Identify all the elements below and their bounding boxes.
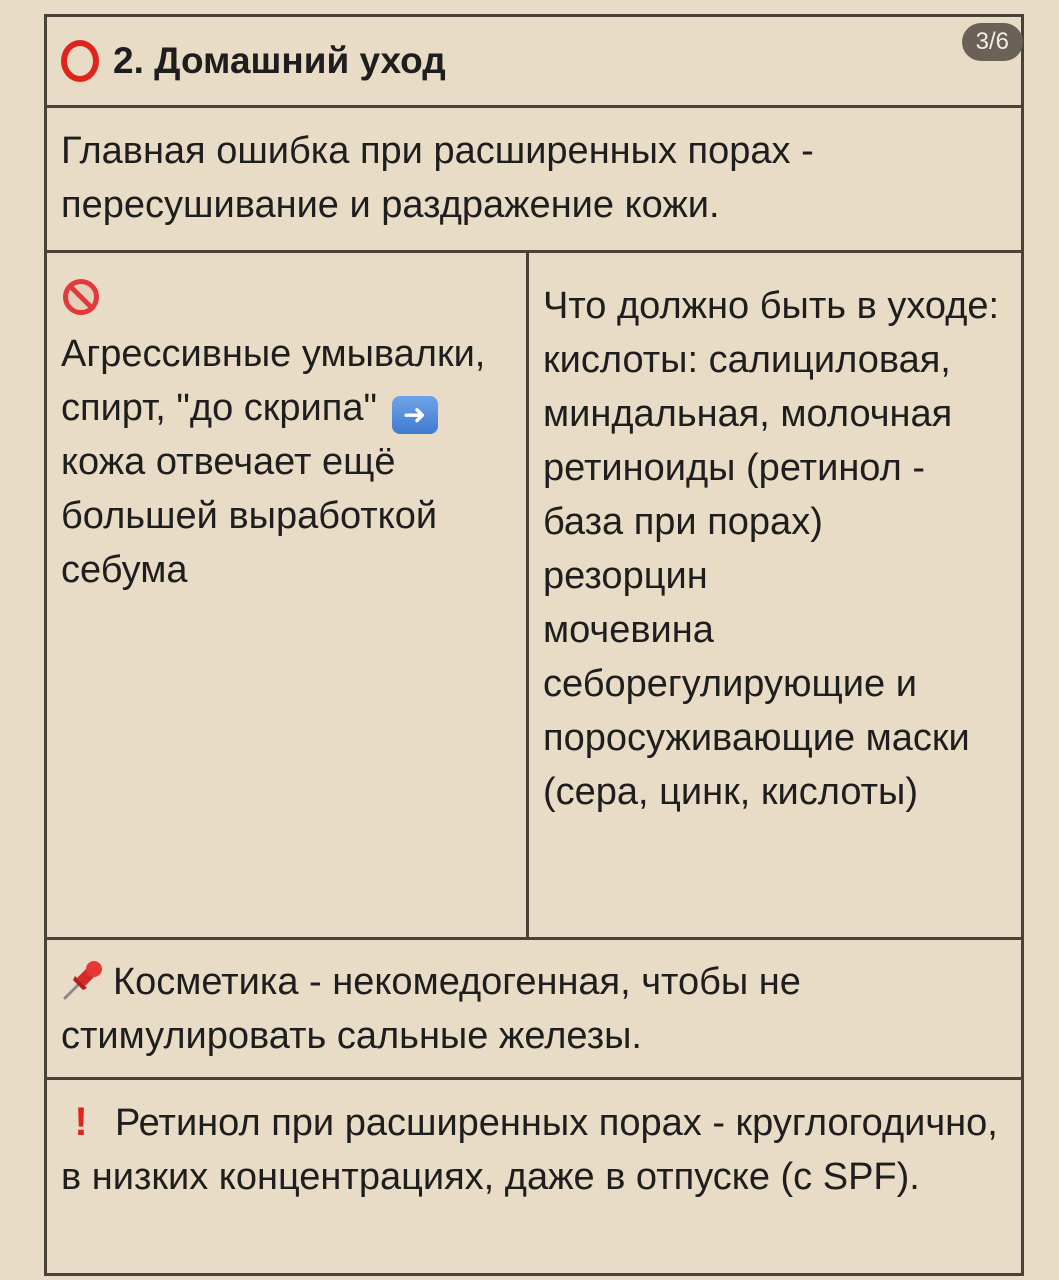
page-indicator-badge: 3/6 — [962, 23, 1023, 61]
recommended-heading: Что должно быть в уходе: — [543, 285, 1000, 327]
right-arrow-icon: ➜ — [392, 396, 438, 434]
content-table — [44, 14, 1024, 1276]
comparison-row — [47, 253, 1021, 940]
list-item: кислоты: салициловая, миндальная, молочная — [543, 339, 953, 435]
note-text: Косметика - некомедогенная, чтобы не стимулировать сальные железы. — [61, 961, 801, 1057]
note-row — [47, 940, 1021, 1080]
list-item: ретиноиды (ретинол - база при порах) — [543, 447, 925, 543]
warning-row — [47, 1080, 1021, 1273]
recommended-column — [529, 253, 1021, 937]
list-item: себорегулирующие и поросуживающие маски (сера, цинк, кислоты) — [543, 663, 970, 813]
intro-row — [47, 108, 1021, 253]
list-item: резорцин — [543, 555, 708, 597]
exclamation-icon: ! — [74, 1100, 88, 1144]
prohibited-icon — [63, 279, 99, 315]
warning-text: Ретинол при расширенных порах - круглогодично, в низких концентрациях, даже в отпуске (с SPF). — [61, 1102, 998, 1198]
header-row — [47, 17, 1021, 108]
avoid-column — [47, 253, 529, 937]
red-circle-icon — [61, 40, 99, 82]
page-title: 2. Домашний уход — [113, 40, 446, 81]
avoid-text-end: кожа отвечает ещё большей выработкой себума — [61, 441, 438, 591]
intro-text: Главная ошибка при расширенных порах - пересушивание и раздражение кожи. — [61, 130, 814, 226]
list-item: мочевина — [543, 609, 714, 651]
avoid-text-start: Агрессивные умывалки, спирт, "до скрипа" — [61, 333, 486, 429]
pushpin-icon — [61, 958, 105, 1002]
